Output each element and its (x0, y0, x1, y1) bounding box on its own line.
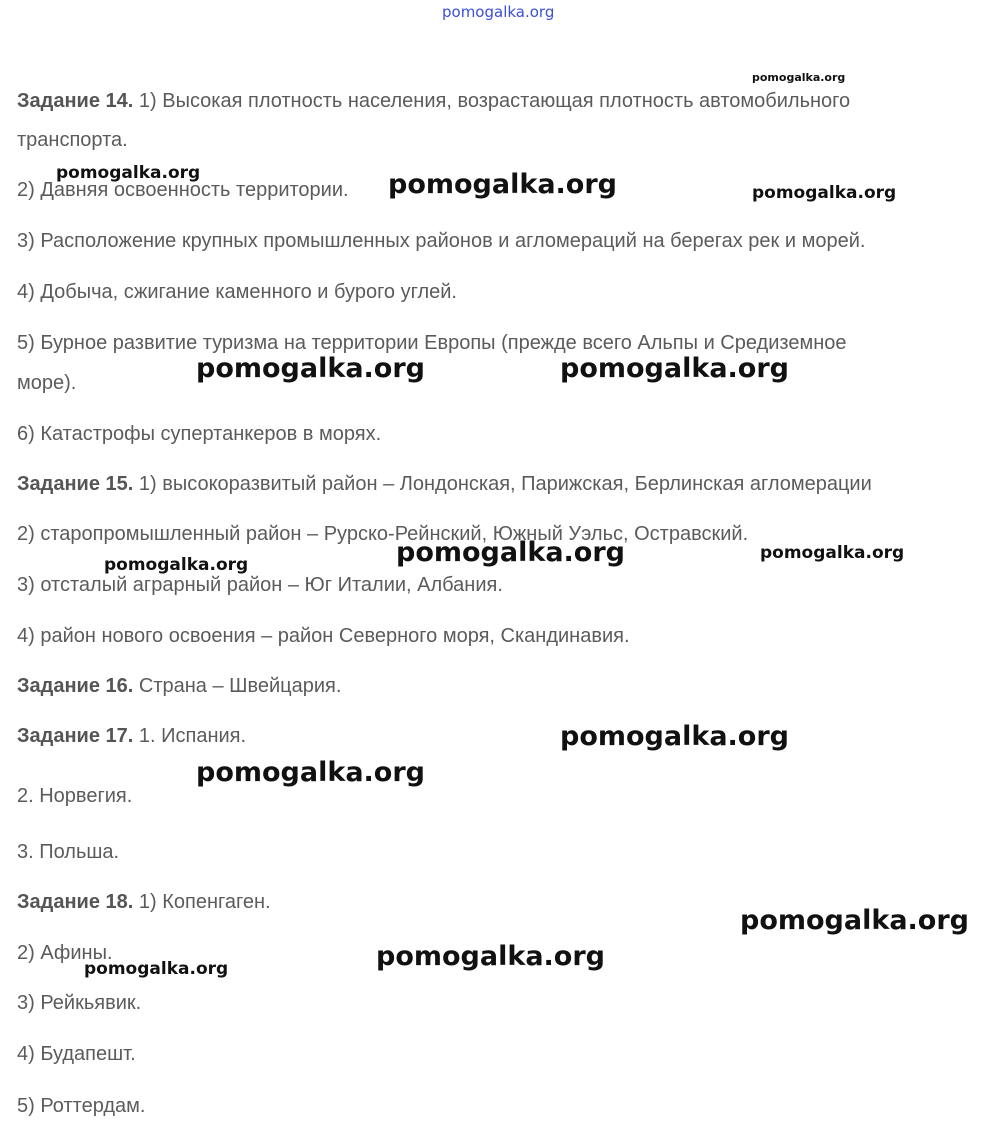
header-watermark: pomogalka.org (442, 3, 555, 21)
task-15-line-1 (17, 472, 872, 496)
task-16-line-1 (17, 674, 341, 698)
task-15-text-1: 1) высокоразвитый район – Лондонская, Парижская, Берлинская агломерации (138, 473, 872, 495)
task-16-label: Задание 16. (17, 675, 134, 697)
watermark: pomogalka.org (376, 941, 605, 972)
task-17-line-1 (17, 724, 246, 748)
task-17-line-2: 2. Норвегия. (17, 785, 133, 807)
task-14-line-2: 2) Давняя освоенность территории. (17, 179, 349, 201)
watermark: pomogalka.org (752, 183, 897, 203)
task-18-line-5: 5) Роттердам. (17, 1095, 146, 1117)
task-15-line-4: 4) район нового освоения – район Северного моря, Скандинавия. (17, 625, 630, 647)
watermark: pomogalka.org (560, 721, 789, 752)
task-14-line-3: 3) Расположение крупных промышленных районов и агломераций на берегах рек и морей. (17, 230, 866, 252)
task-14-line-1b: транспорта. (17, 129, 128, 151)
task-16-text-1: Страна – Швейцария. (138, 675, 342, 697)
watermark: pomogalka.org (84, 959, 229, 979)
task-14-line-5: 5) Бурное развитие туризма на территории Европы (прежде всего Альпы и Средиземное (17, 332, 847, 354)
watermark: pomogalka.org (760, 543, 905, 563)
task-14-text-1: 1) Высокая плотность населения, возрастающая плотность автомобильного (138, 90, 851, 112)
task-14-line-5b: море). (17, 372, 77, 394)
task-18-line-4: 4) Будапешт. (17, 1043, 136, 1065)
watermark: pomogalka.org (196, 353, 425, 384)
task-18-line-2: 2) Афины. (17, 942, 113, 964)
watermark: pomogalka.org (104, 555, 249, 575)
watermark: pomogalka.org (56, 163, 201, 183)
watermark: pomogalka.org (196, 757, 425, 788)
task-14-line-6: 6) Катастрофы супертанкеров в морях. (17, 423, 382, 445)
watermark: pomogalka.org (740, 905, 969, 936)
task-15-line-3: 3) отсталый аграрный район – Юг Италии, Албания. (17, 574, 503, 596)
task-15-line-2: 2) старопромышленный район – Рурско-Рейнский, Южный Уэльс, Остравский. (17, 523, 749, 545)
task-15-label: Задание 15. (17, 473, 134, 495)
watermark: pomogalka.org (560, 353, 789, 384)
task-14-line-4: 4) Добыча, сжигание каменного и бурого углей. (17, 281, 457, 303)
task-17-label: Задание 17. (17, 725, 134, 747)
task-14-line-1 (17, 89, 850, 113)
task-17-text-1: 1. Испания. (138, 725, 247, 747)
watermark: pomogalka.org (396, 537, 625, 568)
task-17-line-3: 3. Польша. (17, 841, 120, 863)
task-18-line-1 (17, 890, 271, 914)
watermark: pomogalka.org (752, 71, 846, 84)
task-18-line-3: 3) Рейкьявик. (17, 992, 142, 1014)
watermark: pomogalka.org (388, 169, 617, 200)
task-14-label: Задание 14. (17, 90, 134, 112)
task-18-label: Задание 18. (17, 891, 134, 913)
task-18-text-1: 1) Копенгаген. (138, 891, 271, 913)
